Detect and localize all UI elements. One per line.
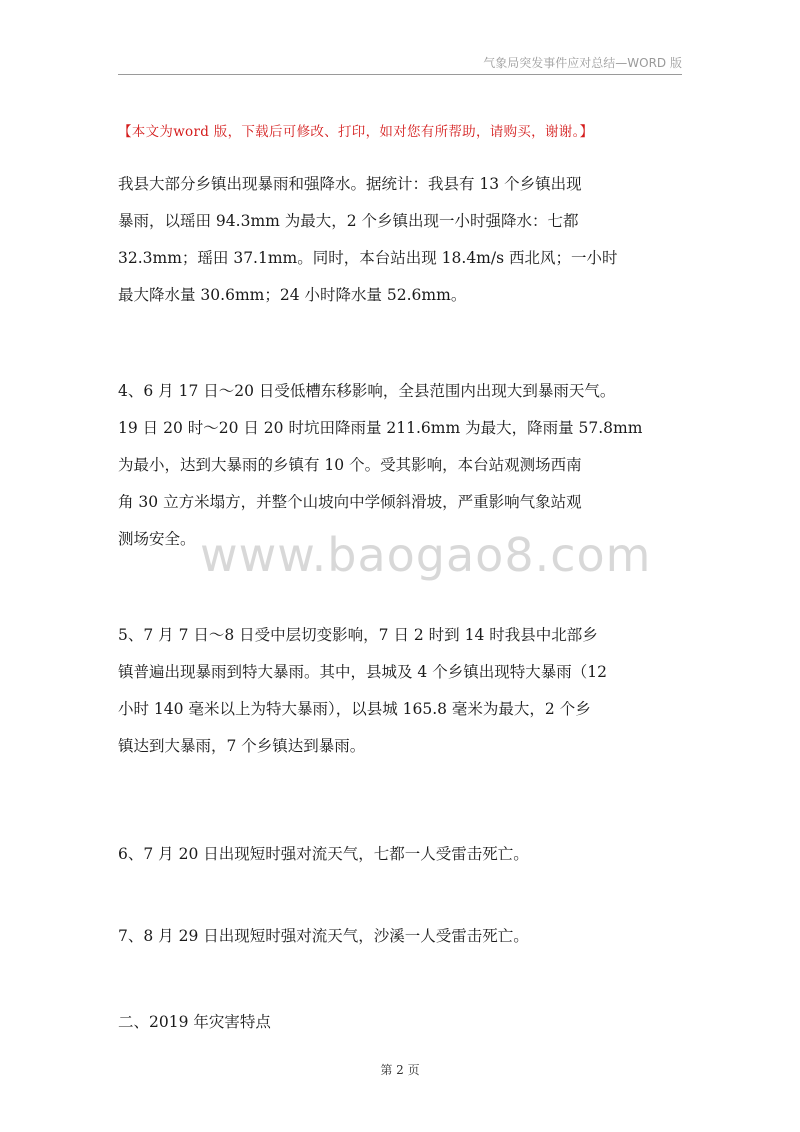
text-line: 5、7 月 7 日～8 日受中层切变影响，7 日 2 时到 14 时我县中北部乡	[118, 626, 598, 644]
text-line: 为最小，达到大暴雨的乡镇有 10 个。受其影响，本台站观测场西南	[118, 456, 582, 474]
section-heading-text: 二、2019 年灾害特点	[118, 1013, 271, 1031]
text-line: 测场安全。	[118, 530, 196, 548]
text-line: 32.3mm；瑶田 37.1mm。同时，本台站出现 18.4m/s 西北风；一小时	[118, 249, 618, 267]
purchase-notice: 【本文为word 版，下载后可修改、打印，如对您有所帮助，请购买，谢谢。】	[118, 124, 594, 140]
text-line: 6、7 月 20 日出现短时强对流天气，七都一人受雷击死亡。	[118, 845, 529, 863]
watermark: www.baogao8.com	[200, 528, 652, 582]
text-line: 小时 140 毫米以上为特大暴雨），以县城 165.8 毫米为最大，2 个乡	[118, 700, 591, 718]
paragraph-item-4	[118, 373, 690, 558]
text-line: 4、6 月 17 日～20 日受低槽东移影响，全县范围内出现大到暴雨天气。	[118, 382, 616, 400]
paragraph-item-6	[118, 836, 690, 873]
text-line: 7、8 月 29 日出现短时强对流天气，沙溪一人受雷击死亡。	[118, 927, 529, 945]
page-number: 第 2 页	[380, 1063, 420, 1077]
text-line: 19 日 20 时～20 日 20 时坑田降雨量 211.6mm 为最大，降雨量 57.8mm	[118, 419, 643, 437]
text-line: 镇普遍出现暴雨到特大暴雨。其中，县城及 4 个乡镇出现特大暴雨（12	[118, 663, 607, 681]
page-header	[118, 50, 682, 75]
text-line: 角 30 立方米塌方，并整个山坡向中学倾斜滑坡，严重影响气象站观	[118, 493, 582, 511]
paragraph-item-5	[118, 617, 690, 765]
text-line: 我县大部分乡镇出现暴雨和强降水。据统计：我县有 13 个乡镇出现	[118, 175, 582, 193]
text-line: 镇达到大暴雨，7 个乡镇达到暴雨。	[118, 737, 366, 755]
header-title: 气象局突发事件应对总结—WORD 版	[483, 56, 682, 70]
section-heading	[118, 1004, 690, 1041]
text-line: 最大降水量 30.6mm；24 小时降水量 52.6mm。	[118, 286, 467, 304]
text-line: 暴雨，以瑶田 94.3mm 为最大，2 个乡镇出现一小时强降水：七都	[118, 212, 579, 230]
paragraph-item-7	[118, 918, 690, 955]
paragraph-rainfall-stats	[118, 166, 690, 314]
